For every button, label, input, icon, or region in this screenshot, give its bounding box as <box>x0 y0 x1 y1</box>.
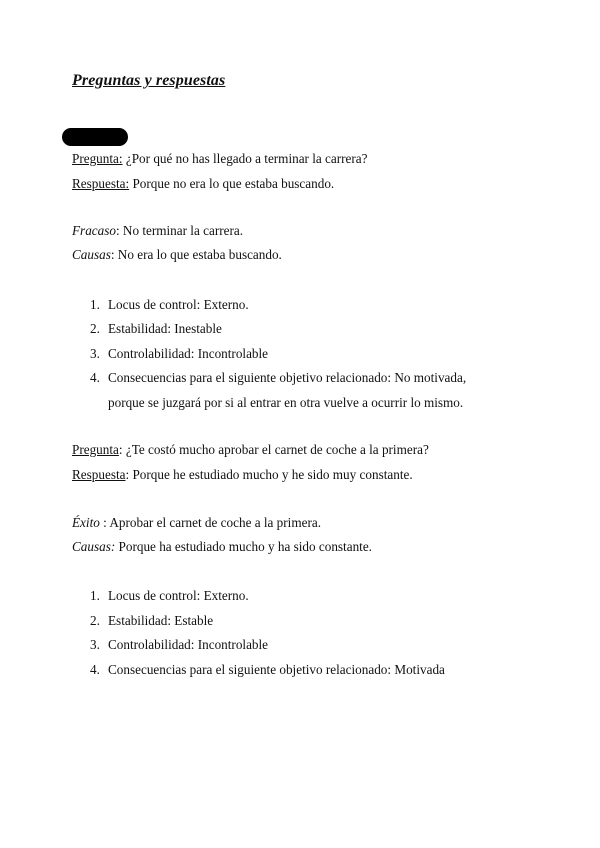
list-number: 2. <box>90 613 100 628</box>
list-text: Controlabilidad: Incontrolable <box>108 346 269 361</box>
outcome-label: Éxito <box>72 515 100 530</box>
list-text: Estabilidad: Estable <box>108 613 214 628</box>
list-item <box>90 296 249 314</box>
list-item <box>90 587 249 605</box>
answer-label: Respuesta <box>72 467 126 482</box>
outcome-line-2 <box>72 514 321 532</box>
list-item <box>90 612 213 630</box>
answer-text: Porque no era lo que estaba buscando. <box>129 176 335 191</box>
answer-line-1 <box>72 175 334 193</box>
answer-line-2 <box>72 466 413 484</box>
causes-label: Causas <box>72 247 111 262</box>
list-number: 1. <box>90 297 100 312</box>
causes-line-1 <box>72 246 282 264</box>
causes-line-2 <box>72 538 372 556</box>
outcome-line-1 <box>72 222 243 240</box>
answer-text: : Porque he estudiado mucho y he sido muy constante. <box>125 467 413 482</box>
question-label: Pregunta <box>72 442 119 457</box>
causes-text: : No era lo que estaba buscando. <box>110 247 282 262</box>
answer-label: Respuesta: <box>72 176 130 191</box>
list-text: Consecuencias para el siguiente objetivo relacionado: No motivada, <box>108 370 467 385</box>
question-text: ¿Por qué no has llegado a terminar la carrera? <box>122 151 368 166</box>
list-item <box>90 345 268 363</box>
question-line-2 <box>72 441 429 459</box>
question-text: : ¿Te costó mucho aprobar el carnet de coche a la primera? <box>118 442 429 457</box>
list-number: 1. <box>90 588 100 603</box>
redacted-name-block <box>62 128 128 146</box>
causes-text: Porque ha estudiado mucho y ha sido constante. <box>115 539 372 554</box>
list-text: Consecuencias para el siguiente objetivo relacionado: Motivada <box>108 662 445 677</box>
outcome-text: : Aprobar el carnet de coche a la primera. <box>99 515 321 530</box>
list-item <box>90 320 222 338</box>
question-label: Pregunta: <box>72 151 123 166</box>
list-number: 3. <box>90 637 100 652</box>
question-line-1 <box>72 150 368 168</box>
causes-label: Causas: <box>72 539 116 554</box>
list-text: Locus de control: Externo. <box>108 297 249 312</box>
list-item <box>90 661 445 679</box>
list-text: Estabilidad: Inestable <box>108 321 222 336</box>
list-number: 4. <box>90 370 100 385</box>
page-title: Preguntas y respuestas <box>72 72 226 89</box>
list-text: Locus de control: Externo. <box>108 588 249 603</box>
list-number: 3. <box>90 346 100 361</box>
list-item <box>90 369 466 387</box>
list-number: 4. <box>90 662 100 677</box>
outcome-label: Fracaso <box>72 223 116 238</box>
list-text: Controlabilidad: Incontrolable <box>108 637 269 652</box>
outcome-text: : No terminar la carrera. <box>115 223 244 238</box>
list-number: 2. <box>90 321 100 336</box>
list-item <box>90 636 268 654</box>
list-item-continuation: porque se juzgará por si al entrar en otra vuelve a ocurrir lo mismo. <box>108 395 464 410</box>
